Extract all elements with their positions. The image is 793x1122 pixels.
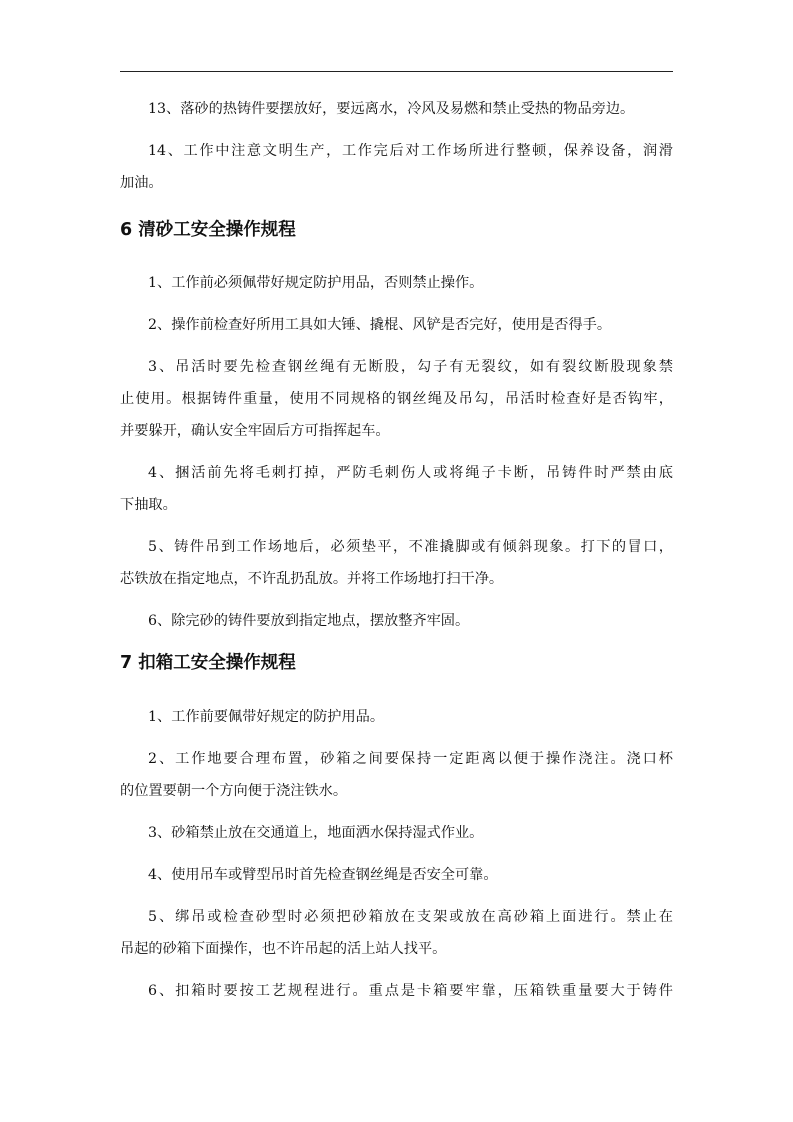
- text-line: 4、捆活前先将毛刺打掉，严防毛刺伤人或将绳子卡断，吊铸件时严禁由底: [148, 465, 673, 481]
- paragraph: [120, 93, 673, 125]
- document-body: [120, 93, 673, 1017]
- section-heading: 6 清砂工安全操作规程: [120, 220, 296, 240]
- paragraph: [120, 309, 673, 341]
- text-line: 3、砂箱禁止放在交通道上，地面洒水保持湿式作业。: [148, 825, 484, 841]
- text-line: 下抽取。: [120, 497, 177, 513]
- paragraph: [120, 457, 673, 521]
- text-line: 1、工作前要佩带好规定的防护用品。: [148, 709, 385, 725]
- paragraph: [120, 701, 673, 733]
- text-line: 3、吊活时要先检查钢丝绳有无断股，勾子有无裂纹，如有裂纹断股现象禁: [148, 359, 673, 375]
- text-line: 5、铸件吊到工作场地后，必须垫平，不准撬脚或有倾斜现象。打下的冒口，: [148, 539, 673, 555]
- text-line: 13、落砂的热铸件要摆放好，要远离水，冷风及易燃和禁止受热的物品旁边。: [148, 101, 635, 117]
- text-line: 芯铁放在指定地点，不许乱扔乱放。并将工作场地打扫干净。: [120, 571, 504, 587]
- paragraph: [120, 975, 673, 1007]
- text-line: 6、除完砂的铸件要放到指定地点，摆放整齐牢固。: [148, 613, 470, 629]
- section-heading: 7 扣箱工安全操作规程: [120, 653, 296, 673]
- text-line: 2、操作前检查好所用工具如大锤、撬棍、风铲是否完好，使用是否得手。: [148, 317, 612, 333]
- text-line: 5、绑吊或检查砂型时必须把砂箱放在支架或放在高砂箱上面进行。禁止在: [148, 909, 673, 925]
- text-line: 加油。: [120, 175, 163, 191]
- text-line: 的位置要朝一个方向便于浇注铁水。: [120, 783, 348, 799]
- paragraph: [120, 531, 673, 595]
- paragraph: [120, 267, 673, 299]
- paragraph: [120, 135, 673, 199]
- paragraph: [120, 817, 673, 849]
- paragraph: [120, 605, 673, 637]
- text-line: 1、工作前必须佩带好规定防护用品，否则禁止操作。: [148, 275, 484, 291]
- text-line: 止使用。根据铸件重量，使用不同规格的钢丝绳及吊勾，吊活时检查好是否钩牢，: [120, 391, 673, 407]
- text-line: 吊起的砂箱下面操作，也不许吊起的活上站人找平。: [120, 941, 447, 957]
- paragraph: [120, 901, 673, 965]
- text-line: 4、使用吊车或臂型吊时首先检查钢丝绳是否安全可靠。: [148, 867, 498, 883]
- header-rule: [120, 71, 673, 72]
- text-line: 2、工作地要合理布置，砂箱之间要保持一定距离以便于操作浇注。浇口杯: [148, 751, 673, 767]
- text-line: 并要躲开，确认安全牢固后方可指挥起车。: [120, 423, 390, 439]
- paragraph: [120, 743, 673, 807]
- paragraph: [120, 351, 673, 447]
- text-line: 6、扣箱时要按工艺规程进行。重点是卡箱要牢靠，压箱铁重量要大于铸件: [148, 983, 673, 999]
- text-line: 14、工作中注意文明生产，工作完后对工作场所进行整顿，保养设备，润滑: [148, 143, 673, 159]
- paragraph: [120, 859, 673, 891]
